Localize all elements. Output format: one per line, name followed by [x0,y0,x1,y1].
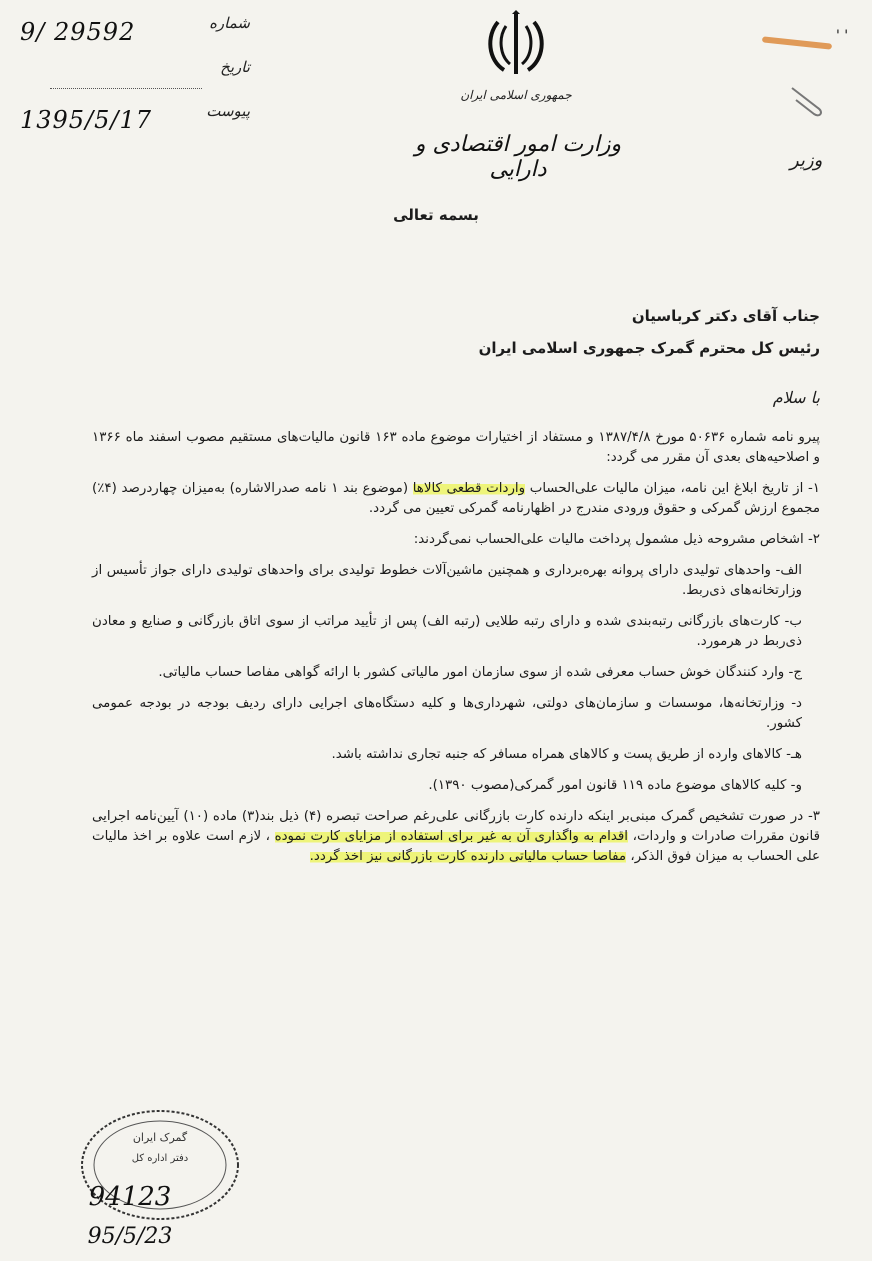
date-row [20,58,250,102]
clause-2: ۲- اشخاص مشروحه ذیل مشمول پرداخت مالیات علی‌الحساب نمی‌گردند: [413,532,820,547]
emblem-block [456,10,576,102]
clause-2-alef: الف- واحدهای تولیدی دارای پروانه بهره‌برداری و همچنین ماشین‌آلات خطوط تولیدی برای واحدهای تولیدی دارای جواز تأسیس از وزارتخانه‌های ذی‌ربط. [92,563,802,598]
iran-emblem-icon [482,10,550,82]
clause-3: ۳- در صورت تشخیص گمرک مبنی‌بر اینکه دارنده کارت بازرگانی علی‌رغم صراحت تبصره (۴) ذیل بند(۳) ماده (۱۰) آیین‌نامه اجرایی قانون مقررات صادرات و واردات، اقدام به واگذاری آن به غیر برای استفاده از مزایای کارت نموده ، لازم است علاوه بر اخذ مالیات علی الحساب به میزان فوق الذکر، مفاصا حساب مالیاتی دارنده کارت بازرگانی نیز اخذ گردد. [92,809,820,864]
number-row [20,14,250,58]
emblem-caption: جمهوری اسلامی ایران [460,88,572,102]
clause-2-dal: د- وزارتخانه‌ها، موسسات و سازمان‌های دولتی، شهرداری‌ها و کلیه دستگاه‌های اجرایی دارای ردیف بودجه در بودجه عمومی کشور. [92,696,802,731]
attachment-label: پیوست [206,102,250,120]
number-value: 9/ 29592 [20,18,136,46]
bismillah-heading: بسمه تعالی [393,206,479,224]
letter-meta [20,14,250,146]
clause-2-be: ب- کارت‌های بازرگانی رتبه‌بندی شده و دارای رتبه طلایی (رتبه الف) پس از تأیید مراتب از سوی اتاق بازرگانی و صنایع و معادن ذی‌ربط در هرمورد. [92,614,802,649]
letter-body [92,428,820,878]
intro-paragraph: پیرو نامه شماره ۵۰۶۳۶ مورخ ۱۳۸۷/۴/۸ و مستفاد از اختیارات موضوع ماده ۱۶۳ قانون مالیات‌های مستقیم مصوب اسفند ماه ۱۳۶۶ و اصلاحیه‌های بعدی آن مقرر می گردد: [92,430,820,465]
clause-2-he: هـ- کالاهای وارده از طریق پست و کالاهای همراه مسافر که جنبه تجاری نداشته باشد. [331,747,802,762]
margin-dots: ' ' [836,28,849,44]
stamp-number: 94123 [88,1182,172,1212]
paperclip-icon [788,82,828,122]
clause-2-jim: ج- وارد کنندگان خوش حساب معرفی شده از سوی سازمان امور مالیاتی کشور با ارائه گواهی مفاصا حساب مالیاتی. [158,665,802,680]
date-line [50,88,202,89]
minister-margin-note: وزیر [790,150,823,171]
stamp-date: 95/5/23 [87,1224,173,1249]
date-label: تاریخ [220,58,250,76]
highlight-imports: واردات قطعی کالاها [412,481,526,496]
addressee-title: رئیس کل محترم گمرک جمهوری اسلامی ایران [478,339,820,357]
highlight-clearance: مفاصا حساب مالیاتی دارنده کارت بازرگانی نیز اخذ گردد. [309,849,627,864]
attachment-row [20,102,250,146]
highlight-transfer: اقدام به واگذاری آن به غیر برای استفاده از مزایای کارت نموده [274,829,629,844]
receipt-stamp [60,1105,250,1255]
stamp-line-1: گمرک ایران [132,1131,188,1144]
date-value: 1395/5/17 [20,106,153,134]
number-label: شماره [209,14,250,32]
addressee-name: جناب آقای دکتر کرباسیان [631,307,820,325]
pen-stroke-mark [762,36,832,49]
addressee [479,300,820,364]
salutation: با سلام [772,388,820,407]
stamp-line-2: دفتر اداره کل [131,1153,189,1164]
ministry-name: وزارت امور اقتصادی و دارایی [414,132,622,182]
clause-1: ۱- از تاریخ ابلاغ این نامه، میزان مالیات علی‌الحساب واردات قطعی کالاها (موضوع بند ۱ نامه صدرالاشاره) به‌میزان چهاردرصد (۴٪) مجموع ارزش گمرکی و حقوق ورودی مندرج در اظهارنامه گمرکی تعیین می گردد. [92,481,820,516]
clause-2-vav: و- کلیه کالاهای موضوع ماده ۱۱۹ قانون امور گمرکی(مصوب ۱۳۹۰). [428,778,802,793]
